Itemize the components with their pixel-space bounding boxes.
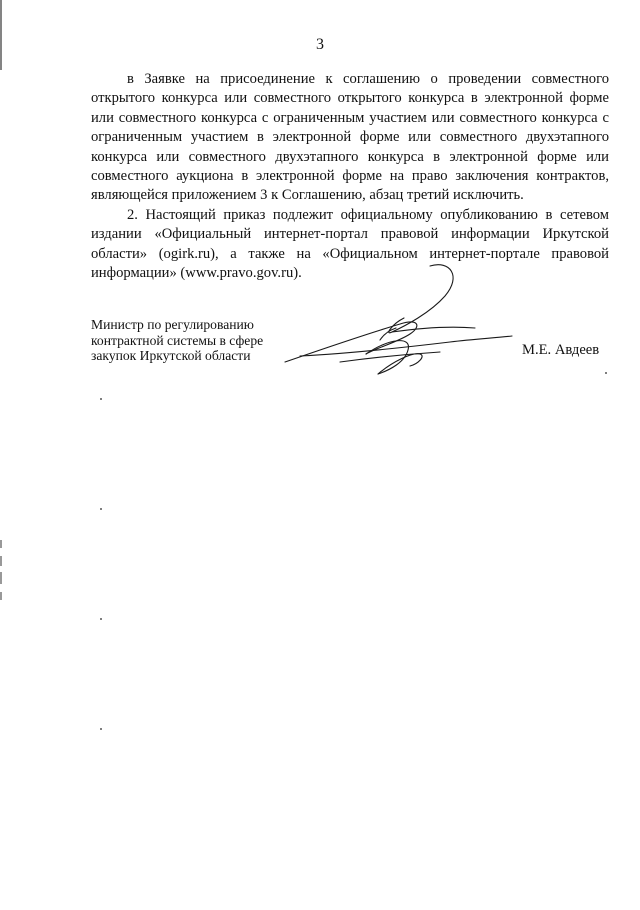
signatory-title-line: Министр по регулированию [91,317,254,332]
page-number: 3 [316,36,324,53]
scan-speck [100,398,102,400]
scan-speck [100,618,102,620]
scan-speck [100,728,102,730]
scan-speck [100,508,102,510]
document-body [91,70,609,283]
paragraph-amendment: в Заявке на присоединение к соглашению о проведении совместного открытого конкурса или совместного открытого конкурса в электронной форме или совместного конкурса с ограниченным участием или совместного конкурса с ограниченным участием в электронной форме или совместного двухэтапного конкурса или совместного двухэтапного конкурса в электронной форме или совместного аукциона в электронной форме на право заключения контрактов, являющейся приложением 3 к Соглашению, абзац третий исключить. [91,71,609,204]
signatory-title-line: закупок Иркутской области [91,348,251,363]
scan-edge-marks-svg [0,0,3,905]
scan-speck [605,372,607,374]
signatory-title [91,317,301,364]
paragraph-publication: 2. Настоящий приказ подлежит официальному опубликованию в сетевом издании «Официальный интернет-портал правовой информации Иркутской области» (ogirk.ru), а также на «Официальном интернет-портале правовой информации» (www.pravo.gov.ru). [91,206,609,282]
handwritten-signature-icon [280,258,520,383]
signatory-name: М.Е. Авдеев [522,342,600,358]
signatory-title-line: контрактной системы в сфере [91,332,264,348]
scan-edge-marks [0,0,3,905]
